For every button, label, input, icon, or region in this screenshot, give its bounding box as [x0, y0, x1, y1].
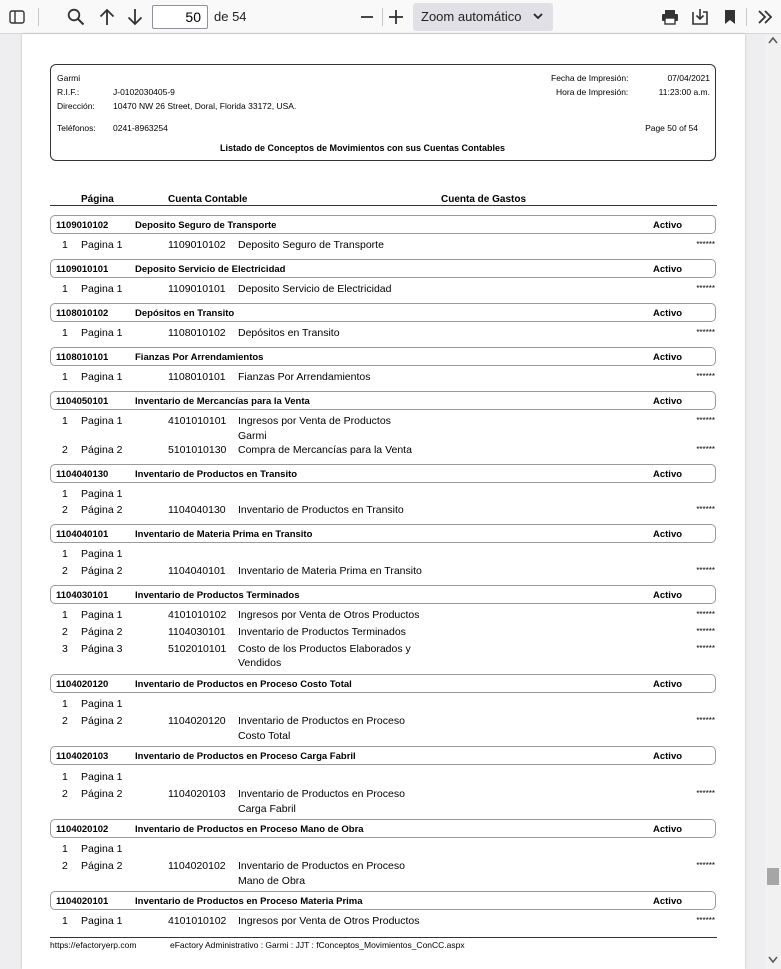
row-account: 1109010102 [168, 239, 226, 251]
phone-label: Teléfonos: [57, 123, 96, 133]
arrow-down-icon [127, 8, 143, 26]
row-page: Pagina 1 [81, 698, 123, 710]
print-button[interactable] [657, 4, 683, 30]
row-number: 1 [62, 283, 68, 295]
zoom-select[interactable] [413, 3, 553, 31]
row-page: Página 3 [81, 643, 123, 655]
row-expense-mask: ****** [696, 916, 715, 925]
row-expense-mask: ****** [696, 284, 715, 293]
print-time-value: 11:23:00 a.m. [658, 87, 710, 97]
group-header [50, 259, 716, 278]
tools-menu-button[interactable] [752, 4, 778, 30]
row-description: Inventario de Productos en Transito [238, 504, 404, 516]
page-count-label: de 54 [214, 9, 247, 24]
row-account: 1104020120 [168, 715, 226, 727]
group-header [50, 674, 716, 693]
group-status: Activo [653, 264, 683, 275]
footer-url: https://efactoryerp.com [50, 940, 137, 950]
column-header-rule [50, 205, 717, 206]
group-code: 1109010102 [56, 220, 109, 231]
group-header [50, 819, 716, 838]
row-page: Pagina 1 [81, 415, 123, 427]
row-expense-mask: ****** [696, 505, 715, 514]
row-number: 1 [62, 609, 68, 621]
group-status: Activo [653, 679, 683, 690]
print-date-label: Fecha de Impresión: [551, 73, 629, 83]
row-description: Inventario de Productos Terminados [238, 626, 406, 638]
row-account: 1108010101 [168, 371, 226, 383]
group-code: 1108010102 [56, 308, 109, 319]
row-description-cont: Mano de Obra [238, 875, 306, 887]
group-code: 1104030101 [56, 590, 109, 601]
group-name: Inventario de Productos en Proceso Costo Total [135, 679, 352, 690]
group-name: Inventario de Productos en Proceso Carga Fabril [135, 751, 356, 762]
bookmark-button[interactable] [717, 4, 743, 30]
row-expense-mask: ****** [696, 644, 715, 653]
page-info: Page 50 of 54 [645, 123, 698, 133]
row-number: 1 [62, 698, 68, 710]
report-title: Listado de Conceptos de Movimientos con sus Cuentas Contables [220, 143, 506, 153]
row-expense-mask: ****** [696, 716, 715, 725]
footer-rule [50, 937, 717, 938]
group-status: Activo [653, 896, 683, 907]
row-account: 1104040101 [168, 565, 226, 577]
rif-value: J-0102030405-9 [113, 87, 175, 97]
row-page: Página 2 [81, 565, 123, 577]
row-number: 1 [62, 843, 68, 855]
print-date-value: 07/04/2021 [667, 73, 710, 83]
toolbar-separator [746, 8, 747, 26]
group-status: Activo [653, 529, 683, 540]
group-name: Inventario de Productos en Proceso Mano de Obra [135, 824, 364, 835]
zoom-in-button[interactable] [383, 4, 409, 30]
bookmark-icon [723, 9, 737, 25]
next-page-button[interactable] [122, 4, 148, 30]
group-name: Inventario de Mercancías para la Venta [135, 396, 310, 407]
plus-icon [388, 9, 404, 25]
search-icon [67, 8, 85, 26]
group-code: 1108010101 [56, 352, 109, 363]
row-page: Página 2 [81, 504, 123, 516]
minus-icon [359, 9, 375, 25]
row-account: 1104030101 [168, 626, 226, 638]
row-account: 1104040130 [168, 504, 226, 516]
row-account: 1104020102 [168, 860, 226, 872]
group-header [50, 891, 716, 910]
sidebar-toggle-button[interactable] [4, 4, 30, 30]
row-number: 1 [62, 771, 68, 783]
row-page: Pagina 1 [81, 371, 123, 383]
row-number: 1 [62, 488, 68, 500]
group-code: 1109010101 [56, 264, 109, 275]
row-number: 2 [62, 626, 68, 638]
row-page: Pagina 1 [81, 548, 123, 560]
row-account: 4101010102 [168, 609, 227, 621]
row-description-cont: Garmi [238, 430, 267, 442]
row-expense-mask: ****** [696, 610, 715, 619]
scroll-up-icon[interactable] [768, 36, 778, 47]
download-icon [691, 8, 709, 26]
column-header-pagina: Página [81, 194, 114, 205]
group-code: 1104040130 [56, 469, 109, 480]
group-name: Inventario de Productos en Transito [135, 469, 298, 480]
toolbar-separator [38, 8, 39, 26]
row-description: Inventario de Materia Prima en Transito [238, 565, 422, 577]
print-time-label: Hora de Impresión: [556, 87, 629, 97]
group-name: Deposito Seguro de Transporte [135, 220, 277, 231]
group-code: 1104040101 [56, 529, 109, 540]
group-status: Activo [653, 352, 683, 363]
row-page: Pagina 1 [81, 327, 123, 339]
group-name: Fianzas Por Arrendamientos [135, 352, 264, 363]
group-status: Activo [653, 469, 683, 480]
footer-app-info: eFactory Administrativo : Garmi : JJT : fConceptos_Movimientos_ConCC.aspx [170, 940, 465, 950]
row-expense-mask: ****** [696, 372, 715, 381]
column-header-cuenta-contable: Cuenta Contable [168, 194, 248, 205]
group-code: 1104020120 [56, 679, 109, 690]
group-status: Activo [653, 751, 683, 762]
row-expense-mask: ****** [696, 861, 715, 870]
row-expense-mask: ****** [696, 416, 715, 425]
scroll-down-icon[interactable] [768, 956, 778, 967]
company-name: Garmi [57, 73, 81, 83]
row-description: Costo de los Productos Elaborados y [238, 643, 411, 655]
group-name: Depósitos en Transito [135, 308, 235, 319]
row-description: Inventario de Productos en Proceso [238, 715, 405, 727]
group-header [50, 585, 716, 604]
row-number: 1 [62, 415, 68, 427]
group-name: Inventario de Materia Prima en Transito [135, 529, 313, 540]
group-header [50, 746, 716, 765]
zoom-select-label: Zoom automático [421, 9, 522, 24]
group-status: Activo [653, 590, 683, 601]
row-description-cont: Costo Total [238, 730, 291, 742]
row-description: Inventario de Productos en Proceso [238, 788, 405, 800]
sidebar-icon [9, 10, 25, 24]
group-header [50, 215, 716, 234]
row-number: 2 [62, 504, 68, 516]
row-number: 1 [62, 371, 68, 383]
group-header [50, 391, 716, 410]
row-description: Deposito Seguro de Transporte [238, 239, 384, 251]
row-number: 2 [62, 788, 68, 800]
row-expense-mask: ****** [696, 240, 715, 249]
row-page: Pagina 1 [81, 843, 123, 855]
row-description: Compra de Mercancías para la Venta [238, 444, 412, 456]
row-description: Deposito Servicio de Electricidad [238, 283, 392, 295]
row-account: 1109010101 [168, 283, 226, 295]
row-number: 2 [62, 860, 68, 872]
row-expense-mask: ****** [696, 328, 715, 337]
double-chevron-right-icon [757, 10, 773, 24]
zoom-out-button[interactable] [354, 4, 380, 30]
group-status: Activo [653, 308, 683, 319]
row-page: Pagina 1 [81, 915, 123, 927]
group-code: 1104020102 [56, 824, 109, 835]
previous-page-button[interactable] [94, 4, 120, 30]
vertical-scrollbar[interactable] [765, 34, 781, 969]
row-page: Página 2 [81, 626, 123, 638]
row-page: Pagina 1 [81, 609, 123, 621]
row-description-cont: Carga Fabril [238, 803, 296, 815]
group-header [50, 524, 716, 543]
page-number-input[interactable]: 50 [152, 5, 208, 29]
address-label: Dirección: [57, 101, 95, 111]
row-expense-mask: ****** [696, 789, 715, 798]
save-button[interactable] [687, 4, 713, 30]
row-number: 1 [62, 548, 68, 560]
row-account: 5101010130 [168, 444, 227, 456]
group-name: Inventario de Productos en Proceso Materia Prima [135, 896, 363, 907]
row-expense-mask: ****** [696, 566, 715, 575]
row-description: Depósitos en Transito [238, 327, 340, 339]
row-expense-mask: ****** [696, 627, 715, 636]
row-description-cont: Vendidos [238, 657, 282, 669]
address-value: 10470 NW 26 Street, Doral, Florida 33172, USA. [113, 101, 297, 111]
find-button[interactable] [63, 4, 89, 30]
arrow-up-icon [99, 8, 115, 26]
column-header-cuenta-gastos: Cuenta de Gastos [441, 194, 527, 205]
group-status: Activo [653, 824, 683, 835]
row-page: Pagina 1 [81, 283, 123, 295]
group-status: Activo [653, 396, 683, 407]
row-number: 2 [62, 715, 68, 727]
group-name: Inventario de Productos Terminados [135, 590, 300, 601]
row-number: 2 [62, 444, 68, 456]
group-header [50, 347, 716, 366]
row-page: Página 2 [81, 860, 123, 872]
row-account: 4101010102 [168, 915, 227, 927]
row-account: 1108010102 [168, 327, 226, 339]
group-code: 1104020101 [56, 896, 109, 907]
row-description: Ingresos por Venta de Otros Productos [238, 915, 420, 927]
row-description: Inventario de Productos en Proceso [238, 860, 405, 872]
pdf-toolbar [0, 0, 781, 34]
row-number: 1 [62, 915, 68, 927]
row-expense-mask: ****** [696, 445, 715, 454]
row-number: 2 [62, 565, 68, 577]
row-account: 1104020103 [168, 788, 226, 800]
row-page: Página 2 [81, 788, 123, 800]
row-account: 5102010101 [168, 643, 227, 655]
row-number: 3 [62, 643, 68, 655]
group-code: 1104020103 [56, 751, 109, 762]
row-description: Ingresos por Venta de Productos [238, 415, 391, 427]
row-page: Página 2 [81, 715, 123, 727]
group-header [50, 303, 716, 322]
scrollbar-thumb[interactable] [767, 868, 779, 885]
printer-icon [661, 9, 679, 25]
rif-label: R.I.F.: [57, 87, 80, 97]
phone-value: 0241-8963254 [113, 123, 168, 133]
row-description: Fianzas Por Arrendamientos [238, 371, 371, 383]
row-number: 1 [62, 327, 68, 339]
row-account: 4101010101 [168, 415, 227, 427]
group-code: 1104050101 [56, 396, 109, 407]
group-name: Deposito Servicio de Electricidad [135, 264, 286, 275]
group-header [50, 464, 716, 483]
row-description: Ingresos por Venta de Otros Productos [238, 609, 420, 621]
row-page: Pagina 1 [81, 488, 123, 500]
group-status: Activo [653, 220, 683, 231]
row-page: Pagina 1 [81, 239, 123, 251]
row-number: 1 [62, 239, 68, 251]
row-page: Pagina 1 [81, 771, 123, 783]
row-page: Página 2 [81, 444, 123, 456]
